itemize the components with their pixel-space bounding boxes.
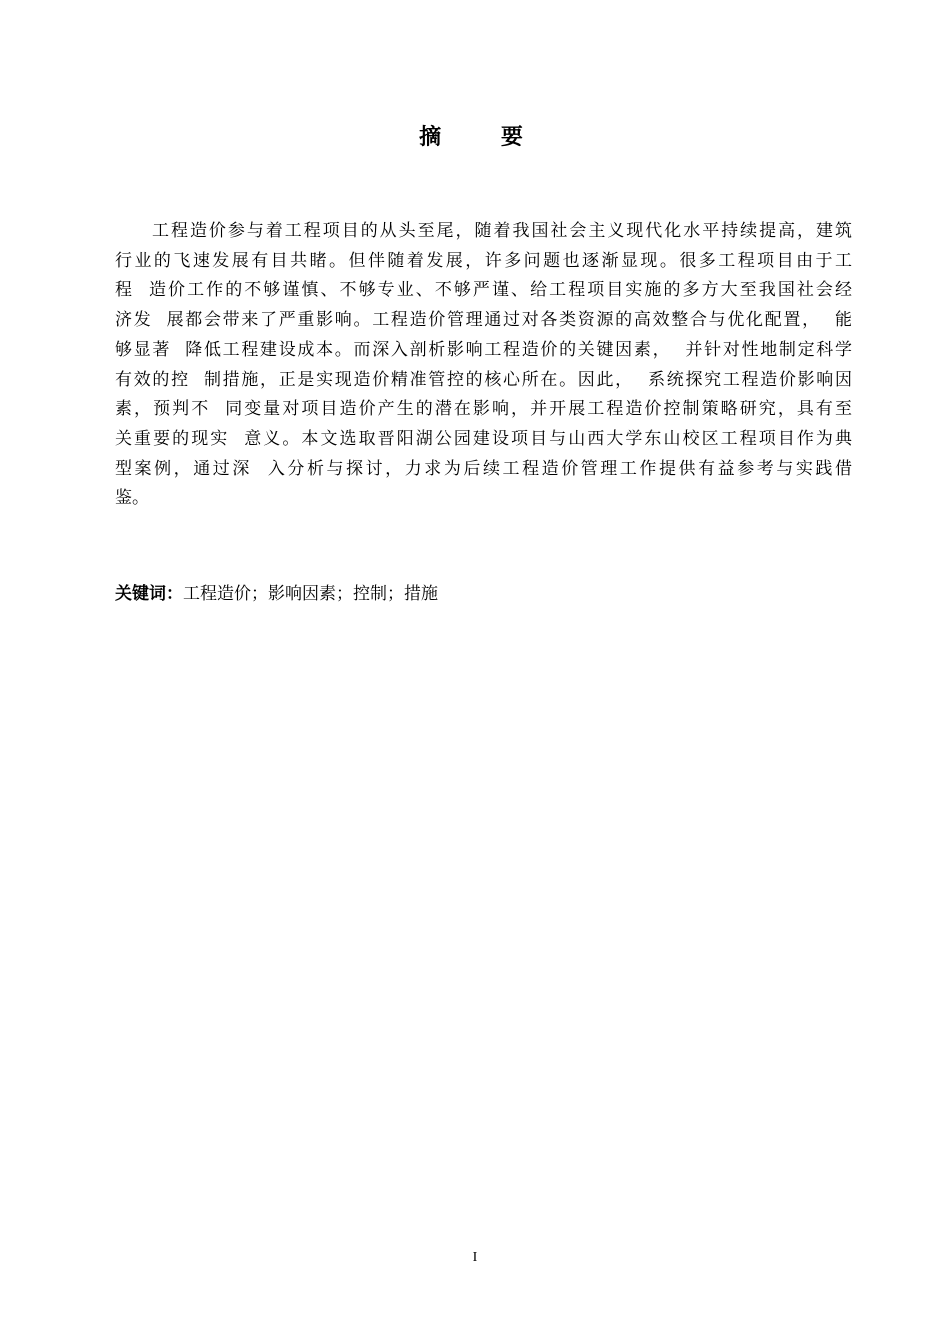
abstract-line: 关重要的现实 意义。本文选取晋阳湖公园建设项目与山西大学东山校区工程项目作为典 xyxy=(115,428,852,449)
abstract-line: 济发 展都会带来了严重影响。工程造价管理通过对各类资源的高效整合与优化配置， 能 xyxy=(115,310,852,331)
abstract-line: 素，预判不 同变量对项目造价产生的潜在影响，并开展工程造价控制策略研究，具有至 xyxy=(115,399,852,420)
abstract-line: 鉴。 xyxy=(115,488,149,509)
keywords-row xyxy=(115,580,438,608)
abstract-line: 型案例，通过深 入分析与探讨，力求为后续工程造价管理工作提供有益参考与实践借 xyxy=(115,458,852,479)
abstract-line: 有效的控 制措施，正是实现造价精准管控的核心所在。因此， 系统探究工程造价影响因 xyxy=(115,369,852,390)
abstract-line: 程 造价工作的不够谨慎、不够专业、不够严谨、给工程项目实施的多方大至我国社会经 xyxy=(115,280,852,301)
abstract-line: 行业的飞速发展有目共睹。但伴随着发展，许多问题也逐渐显现。很多工程项目由于工 xyxy=(115,250,852,271)
keywords-value: 工程造价；影响因素；控制；措施 xyxy=(183,584,438,604)
keywords-label: 关键词： xyxy=(115,584,183,604)
abstract-body xyxy=(115,217,852,514)
page-number: I xyxy=(472,1250,478,1265)
abstract-title: 摘 要 xyxy=(419,125,549,150)
abstract-line: 够显著 降低工程建设成本。而深入剖析影响工程造价的关键因素， 并针对性地制定科学 xyxy=(115,339,852,360)
abstract-line: 工程造价参与着工程项目的从头至尾，随着我国社会主义现代化水平持续提高，建筑 xyxy=(152,221,852,241)
